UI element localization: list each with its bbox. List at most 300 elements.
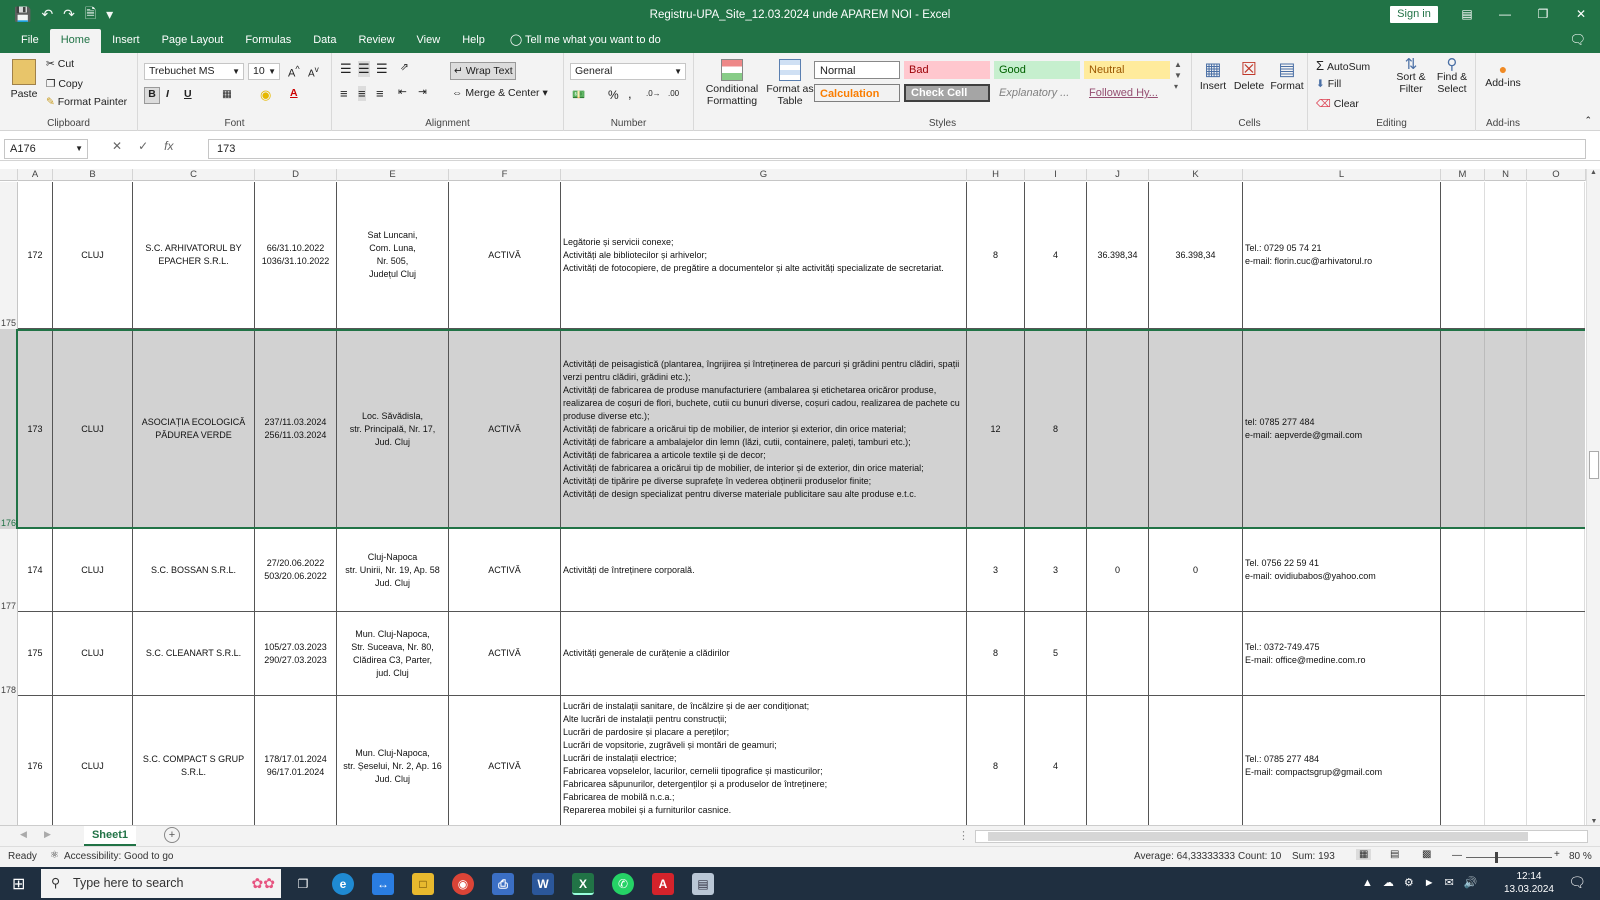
tab-help[interactable]: Help (462, 34, 485, 46)
sort-icon: ⇅ (1404, 56, 1418, 73)
cell-g[interactable] (561, 331, 967, 527)
tab-split-handle[interactable]: ⋮ (958, 830, 969, 842)
file-explorer-icon[interactable]: □ (412, 873, 434, 895)
sigma-icon: Σ (1316, 58, 1325, 73)
cell-l[interactable] (1243, 529, 1441, 611)
scroll-down-icon[interactable]: ▼ (1590, 818, 1598, 825)
average-value[interactable]: Average: 64,33333333 (1134, 851, 1236, 862)
quick-access-toolbar (0, 3, 113, 27)
formula-bar (0, 137, 1600, 161)
bold-button[interactable]: B (144, 87, 160, 104)
tab-page-layout[interactable]: Page Layout (161, 34, 224, 46)
style-neutral[interactable]: Neutral (1084, 61, 1170, 79)
fill-label: Fill (1327, 78, 1342, 90)
column-header-c[interactable]: C (133, 169, 255, 181)
font-name-select[interactable] (144, 63, 244, 80)
editing-group (1308, 53, 1476, 131)
cell-e-text: Sat Luncani, Com. Luna, Nr. 505, Județul Cluj (367, 230, 418, 279)
minimize-icon[interactable]: — (1499, 7, 1511, 21)
addins-icon: ● (1498, 61, 1508, 77)
cell-l-text: tel: 0785 277 484 e-mail: aepverde@gmail.com (1245, 417, 1363, 440)
cell-h[interactable]: 8 (967, 182, 1025, 328)
conditional-formatting-button[interactable] (704, 59, 760, 107)
cell-j[interactable] (1087, 612, 1149, 695)
cell-b[interactable]: CLUJ (53, 331, 133, 527)
insert-cells-button[interactable] (1198, 59, 1228, 92)
table-row[interactable] (18, 696, 1585, 825)
printer-app-icon[interactable]: ⎙ (492, 873, 514, 895)
delete-cells-icon: ☒ (1240, 59, 1258, 79)
word-icon[interactable]: W (532, 873, 554, 895)
cell-j[interactable] (1087, 696, 1149, 825)
notifications-icon[interactable]: 🗨 (1568, 874, 1586, 890)
cut-button[interactable] (46, 58, 74, 70)
cell-m[interactable] (1441, 182, 1485, 328)
cell-i[interactable]: 5 (1025, 612, 1087, 695)
addins-group (1476, 53, 1530, 131)
column-header-g[interactable]: G (561, 169, 967, 181)
column-header-b[interactable]: B (53, 169, 133, 181)
cell-g-text: Legătorie și servicii conexe; Activități ale bibliotecilor și arhivelor; Activități de fotocopiere, de pregătire a documentelor și alte activități specializate de secretariat. (563, 236, 944, 273)
cell-l[interactable] (1243, 696, 1441, 825)
styles-group (694, 53, 1192, 131)
chrome-icon[interactable]: ◉ (452, 873, 474, 895)
cell-j[interactable]: 36.398,34 (1087, 182, 1149, 328)
sheet-tabs-bar (0, 825, 1600, 846)
align-top-icon[interactable]: ☰ (340, 61, 352, 76)
conditional-formatting-label: Conditional Formatting (705, 83, 759, 107)
clipboard-group-label: Clipboard (47, 118, 90, 129)
cell-d-text: 178/17.01.2024 96/17.01.2024 (264, 754, 327, 777)
cell-b[interactable]: CLUJ (53, 612, 133, 695)
cell-e-text: Mun. Cluj-Napoca, str. Șeselui, Nr. 2, Ap. 16 Jud. Cluj (343, 747, 442, 784)
column-header-k[interactable]: K (1149, 169, 1243, 181)
editing-group-label: Editing (1376, 118, 1407, 129)
cell-g-text: Activități de peisagistică (plantarea, îngrijirea și întreținerea de parcuri și grădini pentru clădiri, spații verzi pentru clădiri, grădini etc.); Activități de fabricarea de produse manufacturiere (ambalarea și etichetarea oricăror produse, realizarea de coșuri de flori, buchete, cutii cu bunuri diverse, coșuri cadou, realizarea de pachete cu produse diverse etc.); Activități de fabricare a oricărui tip de mobilier, de interior și exterior, din orice material; Activități de fabricare a ambalajelor din lemn (lăzi, cutii, containere, paleți, tamburi etc.); Activități de fabricarea a articole textile și de decor; Activități de fabricarea a oricărui tip de mobilier, de interior și de exterior, din orice material; Activități de tipărire pe diverse suprafețe în vederea obținerii produselor finite; Activități de design specializat pentru diverse materiale publicitare sau alte produse e.t.c. (563, 358, 960, 499)
chevron-down-icon: ▼ (268, 67, 276, 76)
decrease-font-icon[interactable]: $A^v$ (308, 64, 319, 80)
cell-n[interactable] (1485, 696, 1527, 825)
cell-j[interactable]: 0 (1087, 529, 1149, 611)
cell-a[interactable]: 172 (18, 182, 53, 328)
cell-n[interactable] (1485, 612, 1527, 695)
font-size-select[interactable] (248, 63, 280, 80)
format-painter-button[interactable] (46, 96, 127, 108)
cell-d-text: 237/11.03.2024 256/11.03.2024 (264, 417, 327, 440)
cell-i[interactable]: 3 (1025, 529, 1087, 611)
horizontal-scrollbar[interactable] (975, 830, 1588, 843)
copy-button[interactable] (46, 78, 83, 90)
worksheet-grid[interactable] (0, 169, 1586, 825)
cell-m[interactable] (1441, 696, 1485, 825)
fill-down-icon: ⬇ (1316, 78, 1325, 90)
cells-group-label: Cells (1238, 118, 1261, 129)
cell-c[interactable]: S.C. CLEANART S.R.L. (133, 612, 255, 695)
cell-d[interactable] (255, 612, 337, 695)
paste-label: Paste (10, 88, 38, 100)
undo-icon[interactable]: ↶ (41, 6, 54, 22)
cell-e-text: Loc. Săvădisla, str. Principală, Nr. 17, Jud. Cluj (349, 410, 436, 447)
customize-qat-icon[interactable]: ▾ (106, 6, 114, 22)
brush-icon: ✎ (46, 96, 55, 108)
table-icon (779, 59, 801, 81)
tab-view[interactable]: View (416, 34, 441, 46)
column-header-o[interactable]: O (1527, 169, 1586, 181)
row-header[interactable] (0, 696, 18, 825)
column-header-i[interactable]: I (1025, 169, 1087, 181)
format-cells-button[interactable] (1270, 59, 1304, 92)
cell-d[interactable] (255, 182, 337, 328)
scissors-icon: ✂ (46, 58, 55, 70)
zoom-out-icon[interactable]: — (1452, 850, 1462, 861)
autosum-label: AutoSum (1326, 61, 1371, 73)
count-value[interactable]: Count: 10 (1238, 851, 1282, 862)
column-header-a[interactable]: A (18, 169, 53, 181)
italic-button[interactable]: I (166, 88, 169, 100)
cell-d-text: 105/27.03.2023 290/27.03.2023 (264, 641, 327, 665)
cell-o[interactable] (1527, 696, 1585, 825)
cell-l[interactable] (1243, 612, 1441, 695)
name-box[interactable] (4, 139, 88, 159)
table-row[interactable] (18, 612, 1585, 696)
windows-start-icon[interactable]: ⊞ (12, 876, 26, 893)
task-view-icon[interactable]: ❐ (297, 877, 309, 891)
cell-f[interactable]: ACTIVĂ (449, 529, 561, 611)
wrap-text-icon: ↵ (454, 65, 463, 77)
ribbon-tabs (0, 29, 1600, 53)
vertical-scroll-thumb[interactable] (1589, 451, 1599, 479)
clear-button[interactable] (1316, 98, 1359, 110)
cell-k[interactable]: 36.398,34 (1149, 182, 1243, 328)
column-header-m[interactable]: M (1441, 169, 1485, 181)
cell-k[interactable] (1149, 696, 1243, 825)
prev-sheet-icon[interactable]: ◀ (20, 829, 27, 839)
cell-a[interactable]: 175 (18, 612, 53, 695)
tab-formulas[interactable]: Formulas (245, 34, 292, 46)
style-bad[interactable]: Bad (904, 61, 990, 79)
lightbulb-icon: ◯ (509, 34, 523, 46)
cell-c[interactable]: S.C. BOSSAN S.R.L. (133, 529, 255, 611)
acrobat-icon[interactable]: A (652, 873, 674, 895)
style-explanatory[interactable]: Explanatory ... (999, 87, 1070, 99)
column-header-n[interactable]: N (1485, 169, 1527, 181)
cell-h[interactable]: 8 (967, 696, 1025, 825)
normal-view-icon[interactable]: ▦ (1356, 849, 1371, 860)
windows-taskbar (0, 867, 1600, 900)
chevron-down-icon: ▼ (232, 67, 240, 76)
cell-k[interactable] (1149, 331, 1243, 527)
copy-label: Copy (58, 78, 83, 90)
cut-label: Cut (57, 58, 75, 70)
cell-g[interactable] (561, 529, 967, 611)
chevron-down-icon: ▼ (75, 144, 83, 153)
find-select-button[interactable] (1432, 56, 1472, 95)
tab-data[interactable]: Data (313, 34, 337, 46)
collapse-ribbon-icon[interactable]: ⌃ (1584, 115, 1592, 125)
cell-l[interactable] (1243, 182, 1441, 328)
column-header-f[interactable]: F (449, 169, 561, 181)
cell-l[interactable] (1243, 331, 1441, 527)
tab-review[interactable]: Review (358, 34, 395, 46)
cell-b[interactable]: CLUJ (53, 182, 133, 328)
wrap-text-button[interactable] (450, 62, 516, 80)
table-row[interactable] (18, 529, 1585, 612)
zoom-slider-thumb[interactable] (1495, 852, 1498, 863)
style-calculation[interactable]: Calculation (814, 84, 900, 102)
delete-cells-button[interactable] (1232, 59, 1266, 92)
cell-c[interactable]: S.C. ARHIVATORUL BY EPACHER S.R.L. (133, 182, 255, 328)
paste-button[interactable] (8, 59, 40, 100)
cell-l-text: Tel.: 0372-749.475 E-mail: office@medine.com.ro (1245, 641, 1366, 665)
window-title: Registru-UPA_Site_12.03.2024 unde APAREM NOI - Excel (649, 8, 951, 21)
decrease-decimal-icon[interactable]: .00 (668, 89, 680, 98)
cell-e[interactable] (337, 696, 449, 825)
comments-icon[interactable]: 🗨 (1569, 32, 1586, 47)
format-cells-icon: ▤ (1278, 59, 1296, 79)
cell-e[interactable] (337, 529, 449, 611)
cell-a[interactable]: 173 (18, 331, 53, 527)
vertical-scrollbar[interactable] (1586, 169, 1600, 825)
fill-color-icon[interactable]: ◉ (260, 87, 272, 102)
table-row-selected[interactable] (18, 329, 1585, 529)
cell-o[interactable] (1527, 529, 1585, 611)
cell-g[interactable] (561, 612, 967, 695)
format-as-table-button[interactable] (766, 59, 814, 107)
cell-h[interactable]: 3 (967, 529, 1025, 611)
percent-button[interactable]: % (608, 88, 619, 102)
number-group-label: Number (610, 118, 647, 129)
row-header[interactable] (0, 182, 18, 329)
align-right-icon[interactable]: ≡ (376, 86, 384, 101)
ribbon (0, 53, 1600, 131)
cell-o[interactable] (1527, 612, 1585, 695)
addins-label: Add-ins (1485, 77, 1521, 89)
cell-j[interactable] (1087, 331, 1149, 527)
notepad-icon[interactable]: ▤ (692, 873, 714, 895)
cell-n[interactable] (1485, 182, 1527, 328)
cell-e[interactable] (337, 182, 449, 328)
cell-f[interactable]: ACTIVĂ (449, 182, 561, 328)
page-layout-view-icon[interactable]: ▤ (1390, 849, 1400, 860)
fill-button[interactable] (1316, 78, 1341, 90)
column-header-j[interactable]: J (1087, 169, 1149, 181)
column-header-h[interactable]: H (967, 169, 1025, 181)
insert-cells-icon: ▦ (1204, 59, 1222, 79)
cells-group (1192, 53, 1308, 131)
enter-icon[interactable]: ✓ (138, 139, 149, 153)
cell-i[interactable]: 4 (1025, 182, 1087, 328)
underline-button[interactable]: U (184, 88, 192, 100)
next-sheet-icon[interactable]: ▶ (44, 829, 51, 839)
flamingo-search-highlight-icon: ✿✿ (251, 875, 275, 891)
number-format-value: General (575, 65, 613, 77)
cell-g[interactable] (561, 182, 967, 328)
cell-h[interactable]: 8 (967, 612, 1025, 695)
row-number: 178 (1, 685, 17, 695)
redo-icon[interactable]: ↷ (63, 6, 75, 22)
delete-label: Delete (1233, 80, 1265, 92)
cell-k[interactable] (1149, 612, 1243, 695)
cell-c[interactable]: ASOCIAȚIA ECOLOGICĂ PĂDUREA VERDE (133, 331, 255, 527)
cell-e-text: Mun. Cluj-Napoca, Str. Suceava, Nr. 80, Clădirea C3, Parter, jud. Cluj (351, 628, 434, 678)
cell-i[interactable]: 4 (1025, 696, 1087, 825)
decrease-indent-icon[interactable]: ⇤ (398, 86, 407, 98)
borders-icon[interactable]: ▦ (222, 88, 232, 100)
cell-o[interactable] (1527, 182, 1585, 328)
whatsapp-icon[interactable]: ✆ (612, 873, 634, 895)
number-group (564, 53, 694, 131)
teamviewer-icon[interactable]: ↔ (372, 873, 394, 895)
font-color-icon[interactable]: A (290, 87, 298, 99)
increase-indent-icon[interactable]: ⇥ (418, 86, 427, 98)
row-number: 176 (1, 518, 17, 528)
align-center-icon[interactable]: ≡ (358, 86, 366, 101)
merge-icon: ⇔ (452, 87, 463, 99)
orientation-icon[interactable]: ⇗ (400, 61, 409, 73)
cell-d[interactable] (255, 529, 337, 611)
number-format-select[interactable] (570, 63, 686, 80)
system-tray-icons[interactable]: ▲☁⚙►✉🔊 (1362, 877, 1488, 889)
zoom-slider[interactable] (1466, 857, 1552, 858)
autosum-button[interactable] (1316, 58, 1370, 73)
add-sheet-icon[interactable]: + (164, 827, 180, 843)
style-normal[interactable]: Normal (814, 61, 900, 79)
addins-button[interactable] (1480, 61, 1526, 89)
align-bottom-icon[interactable]: ☰ (376, 61, 388, 76)
style-followed-hyperlink[interactable]: Followed Hy... (1089, 87, 1158, 99)
cell-f[interactable]: ACTIVĂ (449, 612, 561, 695)
cell-n[interactable] (1485, 331, 1527, 527)
row-header[interactable] (0, 529, 18, 612)
cancel-icon[interactable]: ✕ (112, 139, 123, 153)
cell-g-text: Activități generale de curățenie a clădirilor (563, 648, 730, 658)
tell-me-search[interactable] (496, 29, 661, 53)
horizontal-scroll-thumb[interactable] (988, 832, 1528, 841)
column-header-l[interactable]: L (1243, 169, 1441, 181)
title-bar (0, 0, 1600, 29)
addins-group-label: Add-ins (1486, 118, 1520, 129)
merge-center-button[interactable]: ⇔ Merge & Center ▾ (452, 87, 548, 99)
magnifier-icon: ⚲ (1446, 56, 1458, 73)
zoom-level[interactable]: 80 % (1569, 851, 1592, 862)
increase-decimal-icon[interactable]: .0→ (646, 89, 661, 98)
cell-g-text: Activități de întreținere corporală. (563, 564, 695, 575)
close-icon[interactable]: ✕ (1575, 7, 1587, 21)
cell-g[interactable] (561, 696, 967, 825)
sign-in-button[interactable]: Sign in (1390, 6, 1438, 23)
row-header[interactable] (0, 612, 18, 696)
chevron-down-icon: ▼ (674, 67, 682, 76)
sort-filter-button[interactable] (1394, 56, 1428, 95)
sheet-tab-sheet1[interactable]: Sheet1 (84, 826, 136, 846)
style-good[interactable]: Good (994, 61, 1080, 79)
insert-function-icon[interactable]: fx (164, 139, 174, 153)
sum-value[interactable]: Sum: 193 (1292, 851, 1335, 862)
font-size-value: 10 (253, 65, 265, 77)
taskbar-clock[interactable] (1504, 870, 1554, 896)
format-painter-label: Format Painter (57, 96, 128, 108)
ribbon-display-icon[interactable]: ▤ (1461, 7, 1473, 21)
cell-k[interactable]: 0 (1149, 529, 1243, 611)
align-middle-icon[interactable]: ☰ (358, 61, 370, 76)
cell-f[interactable]: ACTIVĂ (449, 331, 561, 527)
cell-a[interactable]: 174 (18, 529, 53, 611)
cell-m[interactable] (1441, 331, 1485, 527)
accessibility-status[interactable]: Accessibility: Good to go (64, 851, 174, 862)
paste-icon (12, 59, 36, 85)
accessibility-icon: ⚛ (50, 850, 59, 861)
select-all-corner[interactable] (0, 169, 18, 181)
cell-d[interactable] (255, 331, 337, 527)
alignment-group (332, 53, 564, 131)
edge-icon[interactable]: e (332, 873, 354, 895)
align-left-icon[interactable]: ≡ (340, 86, 348, 101)
column-header-d[interactable]: D (255, 169, 337, 181)
cell-m[interactable] (1441, 612, 1485, 695)
comma-button[interactable]: , (628, 86, 632, 101)
format-as-table-label: Format as Table (766, 83, 814, 107)
format-label: Format (1270, 80, 1304, 92)
cell-m[interactable] (1441, 529, 1485, 611)
copy-icon: ❐ (46, 78, 56, 90)
tell-me-label: Tell me what you want to do (525, 34, 661, 46)
restore-icon[interactable]: ❐ (1537, 7, 1549, 21)
font-group-label: Font (224, 118, 245, 129)
print-preview-icon[interactable]: 🗎 (84, 4, 97, 21)
cell-n[interactable] (1485, 529, 1527, 611)
row-header-selected[interactable] (0, 329, 18, 529)
style-check-cell[interactable]: Check Cell (904, 84, 990, 102)
conditional-formatting-icon (721, 59, 743, 81)
zoom-in-icon[interactable]: + (1554, 849, 1560, 860)
table-row[interactable] (18, 182, 1585, 329)
save-icon[interactable]: 💾 (14, 6, 32, 22)
cell-b[interactable]: CLUJ (53, 696, 133, 825)
cell-b[interactable]: CLUJ (53, 529, 133, 611)
tab-insert[interactable]: Insert (112, 34, 140, 46)
cell-g-text: Lucrări de instalații sanitare, de încălzire și de aer condiționat; Alte lucrări de instalații pentru construcții; Lucrări de pardosire și placare a pereților; Lucrări de vopsitorie, zugrăveli și montări de geamuri; Lucrări de instalații electrice; Fabricarea vopselelor, lacurilor, cernelii tipografice și masticurilor; Fabricarea săpunurilor, detergenților și a produselor de întreținere; Fabricarea de mobilă n.c.a.; Reparerea mobilei și a furniturilor casnice. (563, 701, 828, 815)
eraser-icon: ⌫ (1316, 98, 1331, 110)
cell-f[interactable]: ACTIVĂ (449, 696, 561, 825)
column-headers (0, 169, 1586, 181)
cell-a[interactable]: 176 (18, 696, 53, 825)
cell-h[interactable]: 12 (967, 331, 1025, 527)
cell-e[interactable] (337, 331, 449, 527)
styles-scroll-icon[interactable]: ▲ ▼ ▾ (1174, 60, 1182, 91)
column-header-e[interactable]: E (337, 169, 449, 181)
find-select-label: Find & Select (1436, 71, 1468, 95)
formula-input[interactable]: 173 (208, 139, 1586, 159)
alignment-group-label: Alignment (425, 118, 470, 129)
status-bar (0, 846, 1600, 867)
cell-i[interactable]: 8 (1025, 331, 1087, 527)
tab-file[interactable]: File (21, 34, 39, 46)
page-break-view-icon[interactable]: ▩ (1422, 849, 1432, 860)
cell-e-text: Cluj-Napoca str. Unirii, Nr. 19, Ap. 58 Jud. Cluj (345, 551, 440, 588)
tab-home[interactable]: Home (50, 29, 101, 53)
styles-group-label: Styles (928, 118, 957, 129)
cell-o[interactable] (1527, 331, 1585, 527)
accounting-icon[interactable]: 💵 (572, 89, 586, 101)
increase-font-icon[interactable]: A^ (288, 64, 300, 80)
excel-icon[interactable]: X (572, 873, 594, 895)
scroll-up-icon[interactable]: ▲ (1590, 169, 1597, 176)
row-number: 177 (1, 601, 17, 611)
taskbar-search[interactable] (41, 869, 281, 898)
cell-c[interactable]: S.C. COMPACT S GRUP S.R.L. (133, 696, 255, 825)
cell-e[interactable] (337, 612, 449, 695)
cell-d[interactable] (255, 696, 337, 825)
